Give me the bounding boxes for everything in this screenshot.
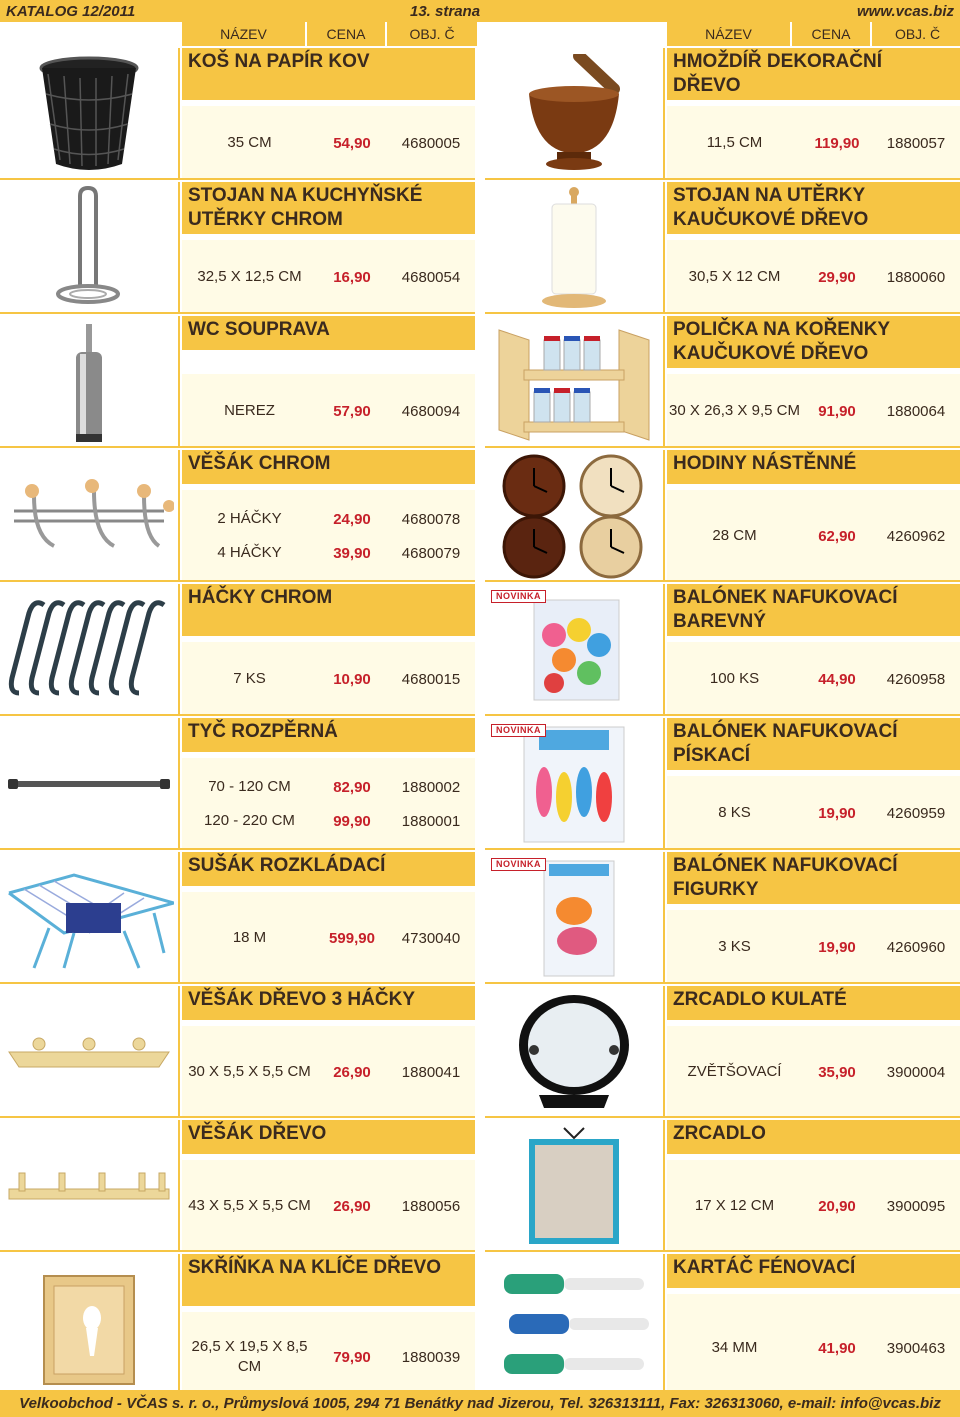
order-code: 4680005 (401, 134, 461, 152)
footer: Velkoobchod - VČAS s. r. o., Průmyslová 1005, 294 71 Benátky nad Jizerou, Tel. 326313111, Fax: 326313060, e-mail: info@vcas.biz (0, 1390, 960, 1417)
product-price: 19,90 (818, 938, 856, 956)
price-row (182, 509, 475, 529)
product-price: 39,90 (333, 544, 371, 562)
wood-rack-icon (4, 1161, 174, 1211)
product-price: 26,90 (333, 1197, 371, 1215)
new-badge: NOVINKA (491, 724, 546, 737)
product-size: 30,5 X 12 CM (688, 268, 781, 285)
toilet-brush-icon (64, 320, 114, 445)
product-block (0, 316, 475, 448)
product-image (0, 852, 180, 984)
divider (0, 446, 475, 448)
product-title: STOJAN NA UTĚRKY KAUČUKOVÉ DŘEVO (667, 182, 960, 234)
price-row (667, 401, 960, 421)
product-block (0, 584, 475, 716)
product-price: 35,90 (818, 1063, 856, 1081)
divider (0, 982, 475, 984)
price-rows (667, 490, 960, 582)
product-size: 7 KS (233, 670, 266, 687)
product-block (485, 718, 960, 850)
product-block (0, 182, 475, 314)
order-code: 1880039 (401, 1348, 461, 1366)
product-price: 29,90 (818, 268, 856, 286)
spice-rack-icon (489, 320, 659, 445)
product-block (485, 48, 960, 180)
price-row (182, 543, 475, 563)
product-size: 11,5 CM (706, 134, 763, 151)
product-title: HÁČKY CHROM (182, 584, 475, 636)
product-title: ZRCADLO KULATÉ (667, 986, 960, 1020)
product-size: 8 KS (718, 804, 751, 821)
order-code: 1880056 (401, 1197, 461, 1215)
price-row (182, 928, 475, 948)
catalog-label: KATALOG 12/2011 (6, 2, 136, 20)
price-row (182, 669, 475, 689)
divider (0, 178, 475, 180)
order-code: 4260960 (886, 938, 946, 956)
order-code: 4680078 (401, 510, 461, 528)
divider (0, 312, 475, 314)
divider (485, 714, 960, 716)
product-price: 119,90 (814, 134, 860, 152)
product-image (485, 852, 665, 984)
top-bar (0, 0, 960, 22)
hair-brush-icon (489, 1266, 659, 1391)
product-image (0, 718, 180, 850)
order-code: 4260959 (886, 804, 946, 822)
product-size: 120 - 220 CM (204, 812, 295, 829)
price-rows (667, 910, 960, 984)
key-box-icon (34, 1266, 144, 1391)
price-row (182, 1196, 475, 1216)
divider (485, 446, 960, 448)
product-price: 82,90 (333, 778, 371, 796)
price-rows (667, 776, 960, 850)
product-title: BALÓNEK NAFUKOVACÍ BAREVNÝ (667, 584, 960, 636)
col-price: CENA (792, 22, 870, 46)
price-row (182, 811, 475, 831)
product-size: 30 X 5,5 X 5,5 CM (188, 1063, 311, 1080)
round-mirror-icon (509, 990, 639, 1115)
clothes-dryer-icon (4, 863, 174, 973)
product-size: 4 HÁČKY (217, 544, 282, 561)
divider (0, 1116, 475, 1118)
new-badge: NOVINKA (491, 590, 546, 603)
divider (485, 1250, 960, 1252)
product-size: 32,5 X 12,5 CM (197, 268, 302, 285)
product-title: HMOŽDÍŘ DEKORAČNÍ DŘEVO (667, 48, 960, 100)
product-price: 41,90 (818, 1339, 856, 1357)
divider (485, 580, 960, 582)
product-title: VĚŠÁK DŘEVO 3 HÁČKY (182, 986, 475, 1020)
price-rows (182, 240, 475, 314)
product-size: 2 HÁČKY (217, 510, 282, 527)
product-price: 10,90 (333, 670, 371, 688)
product-image (485, 182, 665, 314)
product-block (0, 718, 475, 850)
divider (485, 1116, 960, 1118)
order-code: 1880002 (401, 778, 461, 796)
price-row (182, 133, 475, 153)
price-rows (182, 1026, 475, 1118)
order-code: 4680094 (401, 402, 461, 420)
product-price: 91,90 (818, 402, 856, 420)
towel-stand-icon (54, 186, 124, 311)
col-order: OBJ. Č (387, 22, 477, 46)
product-size: 70 - 120 CM (208, 778, 291, 795)
product-title: KARTÁČ FÉNOVACÍ (667, 1254, 960, 1288)
product-image (485, 1120, 665, 1252)
price-row (667, 1338, 960, 1358)
product-size: 26,5 X 19,5 X 8,5 CM (191, 1338, 308, 1375)
product-block (0, 48, 475, 180)
price-rows (182, 1160, 475, 1252)
product-image (485, 986, 665, 1118)
product-image (0, 182, 180, 314)
product-title: HODINY NÁSTĚNNÉ (667, 450, 960, 484)
price-row (667, 133, 960, 153)
mortar-icon (519, 54, 629, 174)
price-row (667, 267, 960, 287)
product-image (0, 584, 180, 716)
product-image (485, 48, 665, 180)
divider (0, 580, 475, 582)
page-number: 13. strana (410, 2, 481, 20)
product-image (0, 450, 180, 582)
col-name: NÁZEV (667, 22, 790, 46)
product-block (485, 450, 960, 582)
price-rows (667, 374, 960, 448)
product-title: ZRCADLO (667, 1120, 960, 1154)
product-size: 30 X 26,3 X 9,5 CM (669, 402, 800, 419)
product-block (0, 986, 475, 1118)
product-price: 16,90 (333, 268, 371, 286)
product-block (485, 1254, 960, 1402)
wood-hanger-icon (4, 1022, 174, 1082)
product-image (485, 718, 665, 850)
price-row (182, 1062, 475, 1082)
price-row (667, 526, 960, 546)
product-title: VĚŠÁK CHROM (182, 450, 475, 484)
wall-clock-icon (489, 454, 659, 579)
order-code: 4680079 (401, 544, 461, 562)
product-size: 35 CM (227, 134, 272, 151)
price-row (182, 401, 475, 421)
order-code: 4680054 (401, 268, 461, 286)
price-row (667, 937, 960, 957)
product-title: SUŠÁK ROZKLÁDACÍ (182, 852, 475, 886)
balloons-icon (519, 595, 629, 705)
product-size: 17 X 12 CM (694, 1197, 775, 1214)
price-rows (182, 758, 475, 850)
product-block (0, 1120, 475, 1252)
price-rows (182, 642, 475, 716)
divider (485, 312, 960, 314)
wastebasket-icon (34, 54, 144, 174)
price-row (667, 1196, 960, 1216)
col-order: OBJ. Č (872, 22, 960, 46)
divider (0, 1250, 475, 1252)
product-block (485, 584, 960, 716)
price-row (667, 803, 960, 823)
divider (485, 982, 960, 984)
product-size: 18 M (232, 929, 267, 946)
price-rows (182, 1312, 475, 1402)
product-block (0, 852, 475, 984)
figure-balloons-icon (519, 856, 629, 981)
product-image (0, 1120, 180, 1252)
product-price: 62,90 (818, 527, 856, 545)
product-image (485, 316, 665, 448)
product-title: BALÓNEK NAFUKOVACÍ PÍSKACÍ (667, 718, 960, 770)
price-row (182, 1337, 475, 1377)
tension-rod-icon (4, 774, 174, 794)
product-size: 34 MM (711, 1339, 758, 1356)
product-image (0, 316, 180, 448)
price-rows (667, 106, 960, 180)
product-block (0, 450, 475, 582)
product-price: 54,90 (333, 134, 371, 152)
whistle-balloons-icon (509, 722, 639, 847)
product-price: 26,90 (333, 1063, 371, 1081)
order-code: 1880041 (401, 1063, 461, 1081)
product-title: STOJAN NA KUCHYŇSKÉ UTĚRKY CHROM (182, 182, 475, 234)
product-block (0, 1254, 475, 1402)
product-title: SKŘÍŇKA NA KLÍČE DŘEVO (182, 1254, 475, 1306)
product-size: 100 KS (709, 670, 760, 687)
product-title: POLIČKA NA KOŘENKY KAUČUKOVÉ DŘEVO (667, 316, 960, 368)
price-rows (182, 490, 475, 582)
product-block (485, 986, 960, 1118)
col-name: NÁZEV (182, 22, 305, 46)
product-price: 57,90 (333, 402, 371, 420)
product-title: KOŠ NA PAPÍR KOV (182, 48, 475, 100)
product-block (485, 182, 960, 314)
product-price: 79,90 (333, 1348, 371, 1366)
product-size: ZVĚTŠOVACÍ (687, 1063, 782, 1080)
paper-towel-holder-icon (534, 186, 614, 311)
divider (485, 848, 960, 850)
column-header-left (182, 22, 477, 46)
price-rows (182, 106, 475, 180)
s-hooks-icon (4, 593, 174, 708)
hook-rack-icon (4, 476, 174, 556)
product-title: BALÓNEK NAFUKOVACÍ FIGURKY (667, 852, 960, 904)
order-code: 4260958 (886, 670, 946, 688)
new-badge: NOVINKA (491, 858, 546, 871)
product-image (0, 48, 180, 180)
price-row (667, 1062, 960, 1082)
product-block (485, 1120, 960, 1252)
price-rows (667, 1026, 960, 1118)
product-price: 44,90 (818, 670, 856, 688)
order-code: 1880064 (886, 402, 946, 420)
product-price: 599,90 (329, 929, 375, 947)
order-code: 3900095 (886, 1197, 946, 1215)
website-link[interactable]: www.vcas.biz (857, 2, 954, 20)
order-code: 4260962 (886, 527, 946, 545)
price-rows (182, 374, 475, 448)
product-price: 99,90 (333, 812, 371, 830)
mirror-icon (519, 1124, 629, 1249)
product-size: 3 KS (718, 938, 751, 955)
product-title: WC SOUPRAVA (182, 316, 475, 350)
col-price: CENA (307, 22, 385, 46)
divider (485, 178, 960, 180)
order-code: 1880060 (886, 268, 946, 286)
product-price: 19,90 (818, 804, 856, 822)
price-rows (667, 1294, 960, 1402)
order-code: 4680015 (401, 670, 461, 688)
divider (0, 848, 475, 850)
order-code: 1880001 (401, 812, 461, 830)
product-title: VĚŠÁK DŘEVO (182, 1120, 475, 1154)
order-code: 3900004 (886, 1063, 946, 1081)
product-block (485, 852, 960, 984)
product-price: 24,90 (333, 510, 371, 528)
product-image (485, 584, 665, 716)
product-size: 28 CM (712, 527, 757, 544)
order-code: 4730040 (401, 929, 461, 947)
price-rows (667, 240, 960, 314)
product-image (485, 1254, 665, 1402)
column-header-right (667, 22, 960, 46)
divider (0, 714, 475, 716)
price-rows (667, 642, 960, 716)
product-size: 43 X 5,5 X 5,5 CM (188, 1197, 311, 1214)
order-code: 3900463 (886, 1339, 946, 1357)
price-rows (182, 892, 475, 984)
price-row (182, 267, 475, 287)
product-block (485, 316, 960, 448)
price-rows (667, 1160, 960, 1252)
product-size: NEREZ (224, 402, 275, 419)
order-code: 1880057 (886, 134, 946, 152)
product-image (0, 986, 180, 1118)
product-image (0, 1254, 180, 1402)
product-price: 20,90 (818, 1197, 856, 1215)
price-row (667, 669, 960, 689)
product-title: TYČ ROZPĚRNÁ (182, 718, 475, 752)
product-image (485, 450, 665, 582)
price-row (182, 777, 475, 797)
